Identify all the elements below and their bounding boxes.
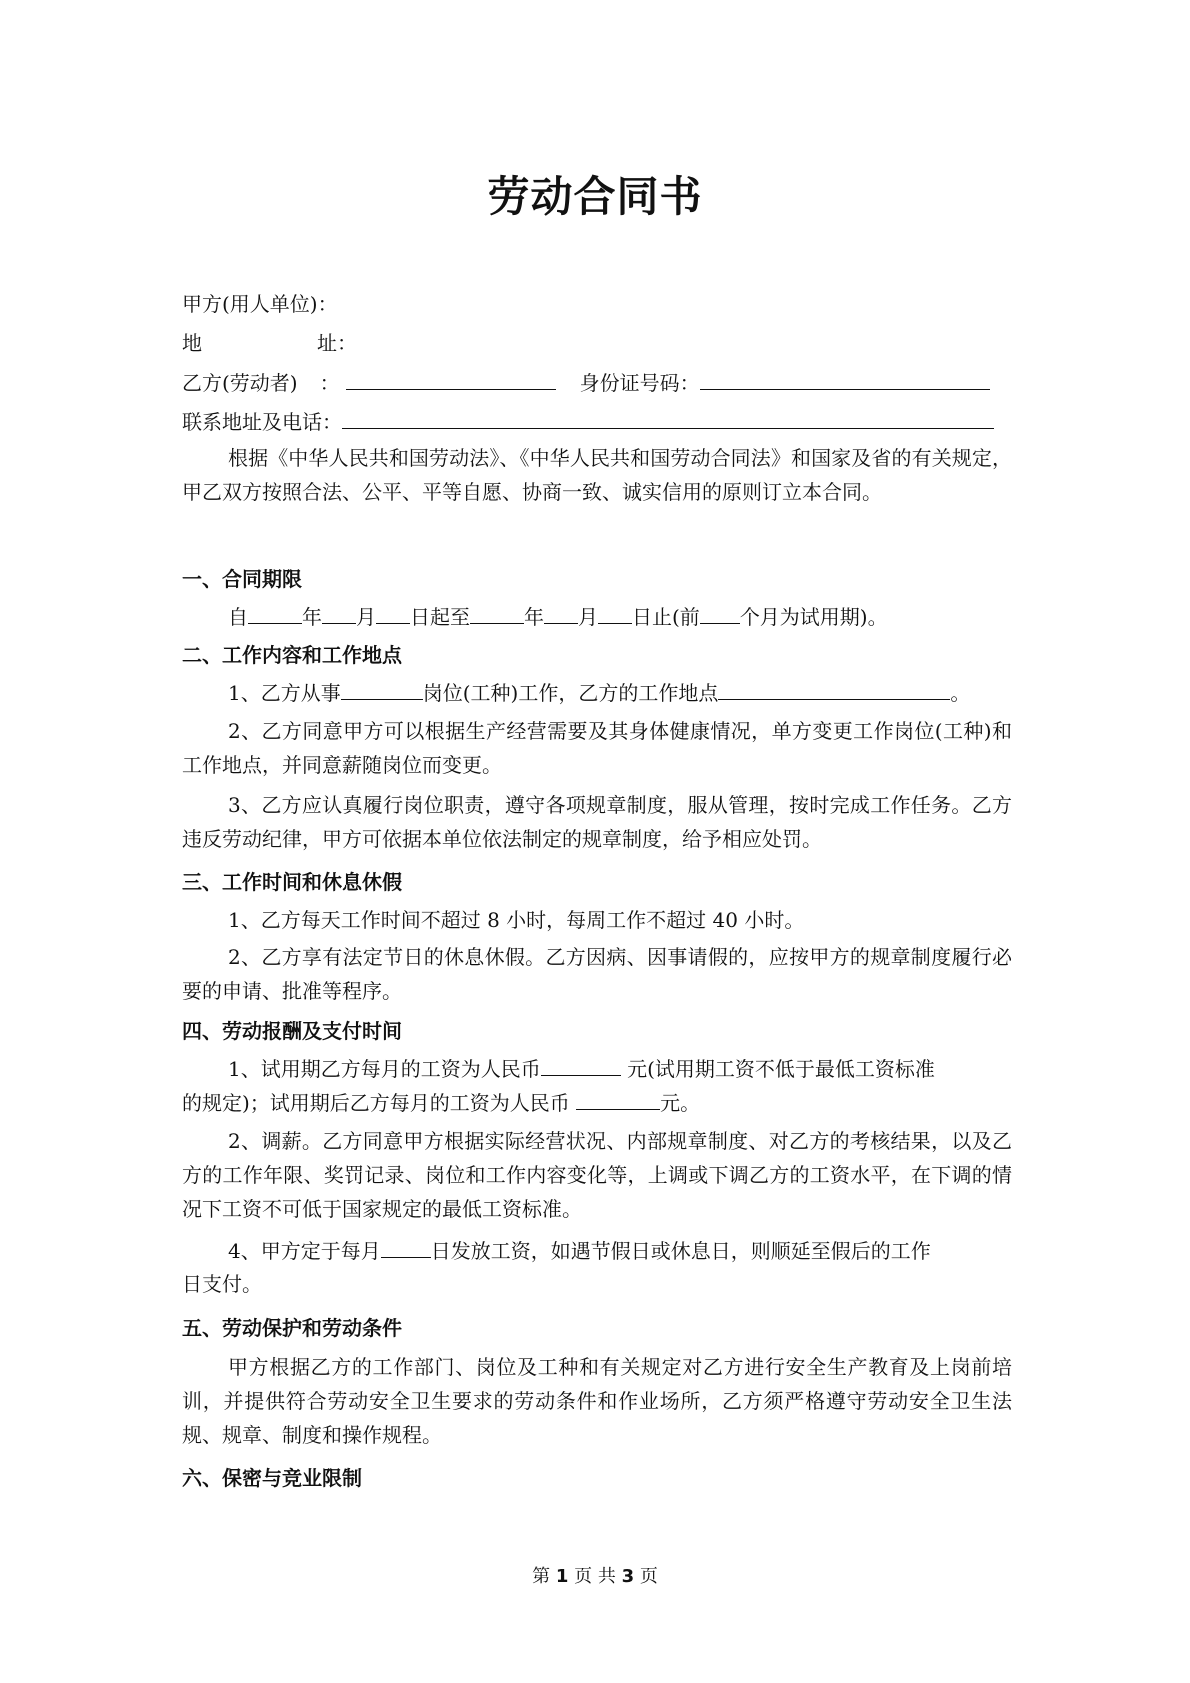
end-day-blank[interactable] xyxy=(598,601,632,624)
clause-text: 日发放工资，如遇节假日或休息日，则顺延至假后的工作 xyxy=(430,1239,931,1263)
party-b-name-blank[interactable] xyxy=(346,367,556,390)
salary-blank[interactable] xyxy=(576,1087,660,1110)
contact-field xyxy=(182,406,994,437)
party-b-field xyxy=(182,367,990,398)
clause-2-2: 2、乙方同意甲方可以根据生产经营需要及其身体健康情况，单方变更工作岗位(工种)和工作地点，并同意薪随岗位而变更。 xyxy=(182,719,1012,777)
contact-label: 联系地址及电话： xyxy=(182,410,342,434)
footer-text: 页 xyxy=(639,1566,658,1587)
page-footer xyxy=(0,1563,1190,1591)
term-text: 自 xyxy=(228,605,248,629)
party-b-colon: ： xyxy=(319,371,340,395)
section-6-heading: 六、保密与竞业限制 xyxy=(182,1466,362,1490)
preamble-paragraph: 根据《中华人民共和国劳动法》、《中华人民共和国劳动合同法》和国家及省的有关规定，甲乙双方按照合法、公平、平等自愿、协商一致、诚实信用的原则订立本合同。 xyxy=(182,446,1012,504)
clause-5-1: 甲方根据乙方的工作部门、岗位及工种和有关规定对乙方进行安全生产教育及上岗前培训，并提供符合劳动安全卫生要求的劳动条件和作业场所，乙方须严格遵守劳动安全卫生法规、规章、制度和操作规程。 xyxy=(182,1355,1012,1447)
pay-day-blank[interactable] xyxy=(381,1235,431,1258)
party-b-label: 乙方(劳动者) xyxy=(182,371,298,395)
contract-term-line xyxy=(228,601,888,632)
term-text: 个月为试用期)。 xyxy=(739,605,888,629)
clause-text: 元(试用期工资不低于最低工资标准 xyxy=(620,1057,935,1081)
clause-text: 元。 xyxy=(660,1091,701,1115)
section-5-heading: 五、劳动保护和劳动条件 xyxy=(182,1316,402,1340)
salary-line-2 xyxy=(182,1087,700,1118)
start-month-blank[interactable] xyxy=(322,601,356,624)
term-text: 年 xyxy=(524,605,544,629)
address-field xyxy=(182,328,357,358)
clause-text: 1、乙方从事 xyxy=(228,681,341,705)
id-number-label: 身份证号码： xyxy=(579,371,700,395)
document-title: 劳动合同书 xyxy=(487,172,703,221)
clause-3-2: 2、乙方享有法定节日的休息休假。乙方因病、因事请假的，应按甲方的规章制度履行必要的申请、批准等程序。 xyxy=(182,945,1012,1003)
clause-text: 岗位(工种)工作，乙方的工作地点 xyxy=(422,681,719,705)
address-label-a: 地 xyxy=(182,331,202,355)
term-text: 年 xyxy=(302,605,322,629)
probation-salary-blank[interactable] xyxy=(541,1053,621,1076)
address-label-b: 址： xyxy=(317,331,357,355)
end-month-blank[interactable] xyxy=(544,601,578,624)
clause-3-1: 1、乙方每天工作时间不超过 8 小时，每周工作不超过 40 小时。 xyxy=(228,908,805,932)
clause-text: 1、试用期乙方每月的工资为人民币 xyxy=(228,1057,541,1081)
footer-text: 页 共 xyxy=(574,1566,616,1587)
id-number-blank[interactable] xyxy=(700,367,990,390)
party-a-field xyxy=(182,289,338,319)
clause-text: 的规定)；试用期后乙方每月的工资为人民币 xyxy=(182,1091,577,1115)
party-a-label: 甲方(用人单位)： xyxy=(182,292,338,316)
work-location-blank[interactable] xyxy=(718,677,950,700)
term-text: 日起至 xyxy=(410,605,470,629)
term-text: 月 xyxy=(578,605,598,629)
start-year-blank[interactable] xyxy=(248,601,302,624)
clause-4-2: 2、调薪。乙方同意甲方根据实际经营状况、内部规章制度、对乙方的考核结果，以及乙方的工作年限、奖罚记录、岗位和工作内容变化等，上调或下调乙方的工资水平，在下调的情况下工资不可低于国家规定的最低工资标准。 xyxy=(182,1129,1012,1221)
term-text: 日止(前 xyxy=(632,605,700,629)
salary-line-1 xyxy=(228,1053,935,1084)
section-3-heading: 三、工作时间和休息休假 xyxy=(182,870,402,894)
position-blank[interactable] xyxy=(341,677,423,700)
end-year-blank[interactable] xyxy=(470,601,524,624)
term-text: 月 xyxy=(356,605,376,629)
clause-text: 4、甲方定于每月 xyxy=(228,1239,381,1263)
section-4-heading: 四、劳动报酬及支付时间 xyxy=(182,1019,402,1043)
start-day-blank[interactable] xyxy=(376,601,410,624)
pay-day-line-2 xyxy=(182,1269,262,1299)
job-position-line xyxy=(228,677,970,708)
contact-blank[interactable] xyxy=(342,406,994,429)
probation-months-blank[interactable] xyxy=(700,601,740,624)
clause-text: 日支付。 xyxy=(182,1272,262,1296)
footer-text: 第 xyxy=(532,1566,551,1587)
page-number: 1 xyxy=(555,1566,569,1587)
clause-2-3: 3、乙方应认真履行岗位职责，遵守各项规章制度，服从管理，按时完成工作任务。乙方违反劳动纪律，甲方可依据本单位依法制定的规章制度，给予相应处罚。 xyxy=(182,793,1012,851)
clause-text: 。 xyxy=(950,681,971,705)
section-1-heading: 一、合同期限 xyxy=(182,567,302,591)
page-total: 3 xyxy=(621,1566,635,1587)
pay-day-line xyxy=(228,1235,931,1266)
section-2-heading: 二、工作内容和工作地点 xyxy=(182,643,402,667)
